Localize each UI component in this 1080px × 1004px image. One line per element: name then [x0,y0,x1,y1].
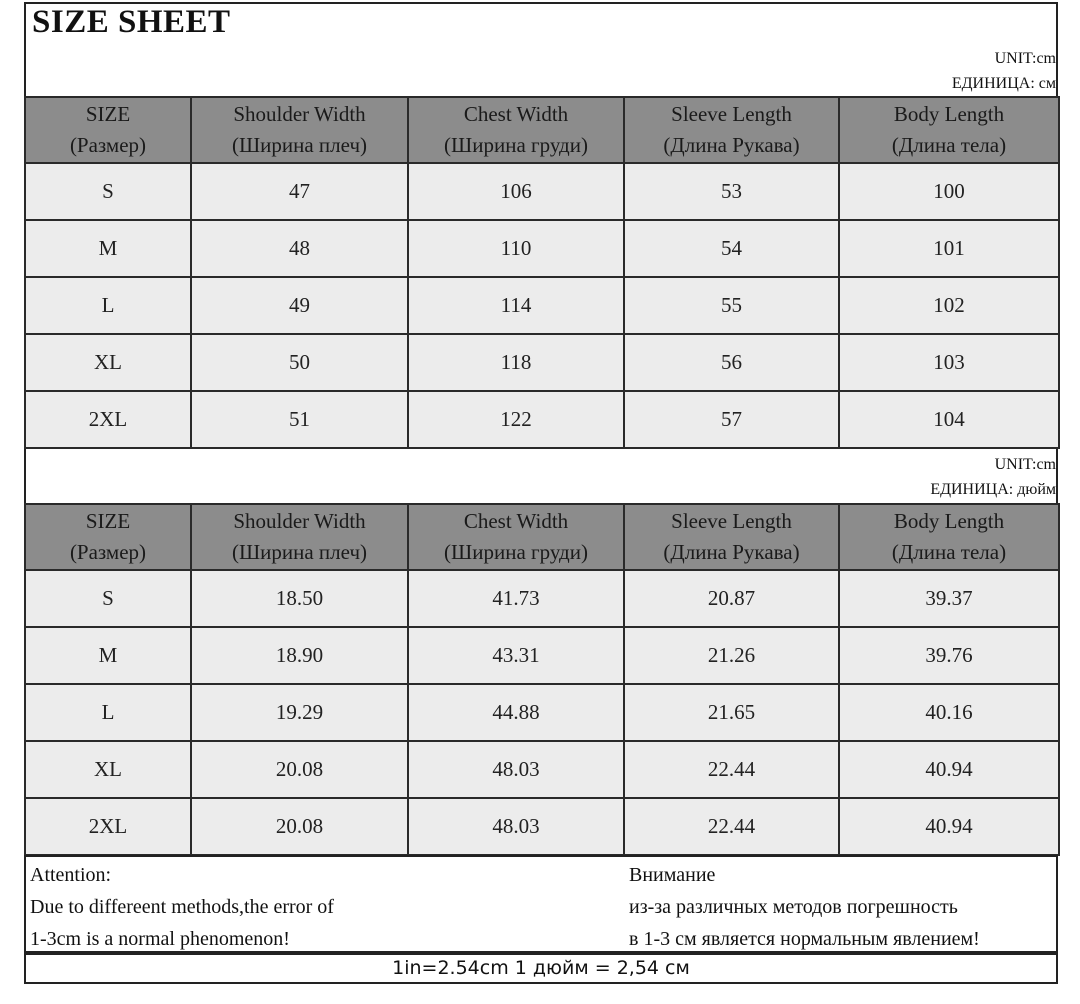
cell-body: 39.76 [839,627,1059,684]
cell-chest: 44.88 [408,684,624,741]
attention-russian [629,859,980,955]
cell-shoulder: 51 [191,391,408,448]
table-header-row [25,504,1059,570]
size-table-cm [24,96,1060,449]
header-chest-width: Chest Width (Ширина груди) [408,97,624,163]
attention-heading: Attention: [30,864,112,886]
attention-line: Due to differeent methods,the error of [30,896,334,918]
size-table-inch [24,503,1060,856]
cell-size: S [25,570,191,627]
cell-size: 2XL [25,391,191,448]
table-row [25,220,1059,277]
cell-size: XL [25,741,191,798]
cell-sleeve: 20.87 [624,570,839,627]
cell-shoulder: 48 [191,220,408,277]
cell-size: L [25,684,191,741]
cell-sleeve: 53 [624,163,839,220]
header-size: SIZE (Размер) [25,97,191,163]
cell-sleeve: 55 [624,277,839,334]
table-row [25,684,1059,741]
cell-sleeve: 57 [624,391,839,448]
cell-size: S [25,163,191,220]
cell-sleeve: 22.44 [624,741,839,798]
table-row [25,163,1059,220]
cell-body: 101 [839,220,1059,277]
table-row [25,798,1059,855]
cell-shoulder: 50 [191,334,408,391]
cell-size: L [25,277,191,334]
cell-body: 39.37 [839,570,1059,627]
cell-sleeve: 22.44 [624,798,839,855]
cell-sleeve: 21.65 [624,684,839,741]
unit-label-ru: ЕДИНИЦА: см [951,75,1056,92]
attention-line: из-за различных методов погрешность [629,896,958,918]
cell-shoulder: 47 [191,163,408,220]
table-row [25,627,1059,684]
unit-label-en: UNIT:cm [994,50,1056,67]
table-row [25,277,1059,334]
table-row [25,391,1059,448]
table-row [25,741,1059,798]
cell-body: 104 [839,391,1059,448]
header-size: SIZE (Размер) [25,504,191,570]
cell-sleeve: 54 [624,220,839,277]
cell-chest: 122 [408,391,624,448]
cell-sleeve: 21.26 [624,627,839,684]
cell-chest: 43.31 [408,627,624,684]
header-chest-width: Chest Width (Ширина груди) [408,504,624,570]
attention-english [30,859,334,955]
cell-chest: 114 [408,277,624,334]
cell-size: 2XL [25,798,191,855]
attention-line: 1-3cm is a normal phenomenon! [30,928,290,950]
attention-line: в 1-3 см является нормальным явлением! [629,928,980,950]
cell-chest: 118 [408,334,624,391]
cell-shoulder: 18.50 [191,570,408,627]
table-header-row [25,97,1059,163]
cell-size: M [25,220,191,277]
cell-body: 40.16 [839,684,1059,741]
page-title: SIZE SHEET [32,4,231,40]
cell-shoulder: 20.08 [191,741,408,798]
header-shoulder-width: Shoulder Width (Ширина плеч) [191,97,408,163]
cell-size: M [25,627,191,684]
cell-chest: 41.73 [408,570,624,627]
unit-label-en: UNIT:cm [994,456,1056,473]
cell-body: 40.94 [839,798,1059,855]
cell-shoulder: 49 [191,277,408,334]
attention-heading: Внимание [629,864,716,886]
header-sleeve-length: Sleeve Length (Длина Рукава) [624,504,839,570]
attention-note [24,855,1058,953]
cell-body: 103 [839,334,1059,391]
cell-shoulder: 18.90 [191,627,408,684]
cell-chest: 48.03 [408,741,624,798]
table-row [25,570,1059,627]
cell-shoulder: 19.29 [191,684,408,741]
unit-conversion-note: 1in=2.54cm 1 дюйм = 2,54 см [24,953,1058,984]
cell-chest: 106 [408,163,624,220]
table-row [25,334,1059,391]
cell-chest: 110 [408,220,624,277]
cell-chest: 48.03 [408,798,624,855]
cell-shoulder: 20.08 [191,798,408,855]
unit-label-cm [952,46,1056,96]
unit-label-inch [930,452,1056,502]
header-body-length: Body Length (Длина тела) [839,504,1059,570]
cell-size: XL [25,334,191,391]
header-sleeve-length: Sleeve Length (Длина Рукава) [624,97,839,163]
cell-body: 100 [839,163,1059,220]
header-shoulder-width: Shoulder Width (Ширина плеч) [191,504,408,570]
cell-body: 40.94 [839,741,1059,798]
cell-sleeve: 56 [624,334,839,391]
header-body-length: Body Length (Длина тела) [839,97,1059,163]
unit-label-ru: ЕДИНИЦА: дюйм [930,481,1056,498]
cell-body: 102 [839,277,1059,334]
